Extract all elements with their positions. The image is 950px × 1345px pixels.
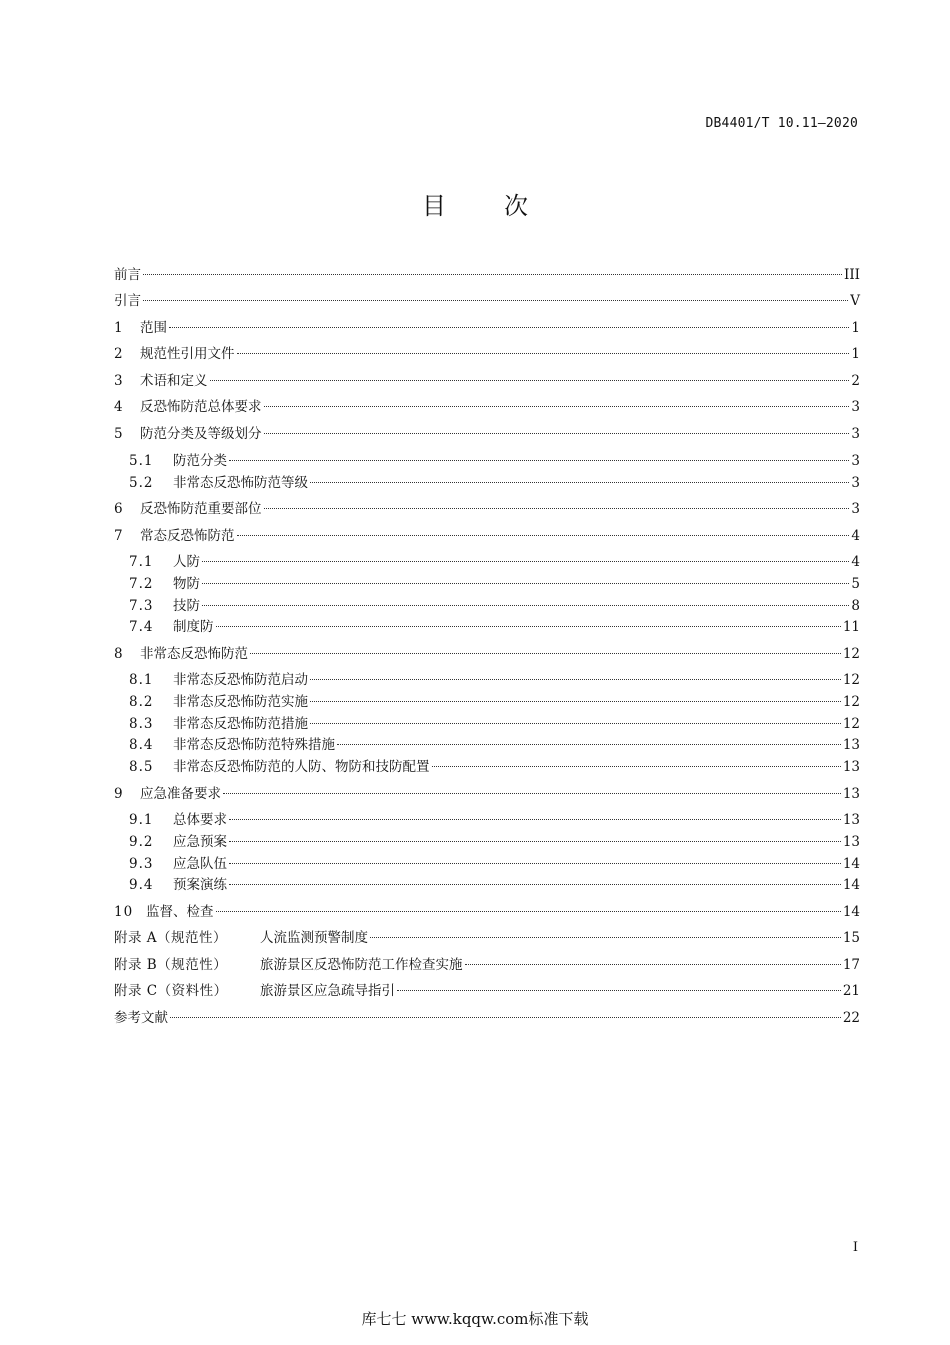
toc-entry[interactable]	[129, 874, 860, 896]
toc-dot-leader	[143, 300, 848, 301]
toc-entry-label: 非常态反恐怖防范实施	[173, 694, 308, 710]
toc-entry-number: 8.4	[129, 737, 154, 753]
toc-entry[interactable]	[114, 317, 860, 339]
toc-entry-page: 3	[851, 426, 860, 442]
document-code: DB4401/T 10.11—2020	[705, 116, 858, 131]
toc-entry-number: 5	[114, 426, 124, 442]
toc-entry-page: 12	[842, 716, 860, 732]
toc-entry[interactable]	[114, 290, 860, 312]
toc-entry-page: 13	[842, 812, 860, 828]
toc-entry-number: 8.2	[129, 694, 154, 710]
toc-entry-number: 5.2	[129, 475, 154, 491]
toc-entry-number: 9.3	[129, 856, 154, 872]
toc-entry-number: 9.1	[129, 812, 154, 828]
toc-entry[interactable]	[114, 783, 860, 805]
toc-entry-label: 规范性引用文件	[140, 346, 235, 362]
toc-entry[interactable]	[129, 450, 860, 472]
toc-dot-leader	[432, 766, 841, 767]
toc-entry-page: 13	[842, 834, 860, 850]
toc-entry-page: V	[850, 293, 860, 309]
toc-entry-number: 4	[114, 399, 124, 415]
toc-entry-label: 反恐怖防范总体要求	[140, 399, 262, 415]
toc-entry-label: 非常态反恐怖防范	[140, 646, 248, 662]
toc-entry[interactable]	[129, 713, 860, 735]
toc-entry-label: 引言	[114, 293, 141, 309]
toc-entry-page: 2	[851, 373, 860, 389]
toc-entry-label: 旅游景区应急疏导指引	[260, 983, 395, 999]
toc-dot-leader	[264, 406, 850, 407]
toc-entry[interactable]	[114, 396, 860, 418]
toc-dot-leader	[229, 460, 849, 461]
toc-entry-number: 7.1	[129, 554, 154, 570]
toc-entry-page: 11	[842, 619, 860, 635]
toc-dot-leader	[310, 482, 849, 483]
toc-entry[interactable]	[129, 831, 860, 853]
toc-entry-label: 物防	[173, 576, 200, 592]
toc-entry[interactable]	[129, 809, 860, 831]
toc-entry-label: 常态反恐怖防范	[140, 528, 235, 544]
toc-entry-number: 2	[114, 346, 124, 362]
toc-dot-leader	[229, 841, 841, 842]
toc-entry-page: 3	[851, 501, 860, 517]
toc-entry[interactable]	[129, 691, 860, 713]
toc-entry[interactable]	[129, 669, 860, 691]
toc-entry-label: 非常态反恐怖防范特殊措施	[173, 737, 335, 753]
toc-dot-leader	[237, 535, 850, 536]
toc-entry-number: 8.3	[129, 716, 154, 732]
toc-entry[interactable]	[129, 551, 860, 573]
toc-entry-page: 14	[842, 856, 860, 872]
toc-entry-label: 技防	[173, 598, 200, 614]
toc-entry-page: 8	[851, 598, 860, 614]
toc-entry-page: 17	[842, 957, 860, 973]
toc-entry-number: 附录 B（规范性）	[114, 957, 228, 973]
toc-dot-leader	[216, 626, 841, 627]
toc-entry-label: 总体要求	[173, 812, 227, 828]
toc-dot-leader	[264, 433, 850, 434]
toc-entry-label: 非常态反恐怖防范等级	[173, 475, 308, 491]
toc-entry-label: 非常态反恐怖防范的人防、物防和技防配置	[173, 759, 430, 775]
toc-dot-leader	[465, 964, 841, 965]
toc-entry[interactable]	[114, 954, 860, 976]
toc-entry-label: 范围	[140, 320, 167, 336]
toc-entry-page: 15	[842, 930, 860, 946]
toc-entry-number: 7.4	[129, 619, 154, 635]
toc-entry-number: 8	[114, 646, 124, 662]
toc-dot-leader	[170, 1017, 841, 1018]
toc-entry[interactable]	[129, 616, 860, 638]
toc-entry-number: 10	[114, 904, 134, 920]
toc-entry-label: 应急预案	[173, 834, 227, 850]
toc-entry-label: 防范分类及等级划分	[140, 426, 262, 442]
toc-entry-label: 人防	[173, 554, 200, 570]
toc-entry-label: 监督、检查	[146, 904, 214, 920]
toc-entry-number: 8.1	[129, 672, 154, 688]
toc-entry-label: 应急队伍	[173, 856, 227, 872]
toc-dot-leader	[216, 911, 841, 912]
toc-entry-label: 制度防	[173, 619, 214, 635]
toc-entry-page: III	[844, 267, 860, 283]
toc-entry-page: 22	[842, 1010, 860, 1026]
toc-entry[interactable]	[129, 472, 860, 494]
page-title: 目次	[422, 192, 586, 220]
toc-entry-label: 前言	[114, 267, 141, 283]
toc-entry-label: 应急准备要求	[140, 786, 221, 802]
toc-dot-leader	[229, 863, 841, 864]
toc-dot-leader	[202, 605, 849, 606]
toc-entry-number: 5.1	[129, 453, 154, 469]
toc-entry-page: 14	[842, 904, 860, 920]
toc-entry-page: 12	[842, 694, 860, 710]
toc-dot-leader	[264, 508, 850, 509]
toc-entry[interactable]	[114, 370, 860, 392]
toc-entry-page: 4	[851, 528, 860, 544]
toc-entry-number: 7.3	[129, 598, 154, 614]
toc-entry-page: 3	[851, 453, 860, 469]
toc-entry-label: 非常态反恐怖防范启动	[173, 672, 308, 688]
toc-entry-label: 防范分类	[173, 453, 227, 469]
toc-entry-label: 参考文献	[114, 1010, 168, 1026]
toc-dot-leader	[310, 679, 841, 680]
toc-dot-leader	[310, 723, 841, 724]
toc-entry-label: 术语和定义	[140, 373, 208, 389]
toc-dot-leader	[202, 583, 849, 584]
toc-dot-leader	[237, 353, 850, 354]
toc-dot-leader	[250, 653, 841, 654]
toc-entry-page: 12	[842, 646, 860, 662]
toc-entry-number: 附录 A（规范性）	[114, 930, 228, 946]
toc-entry-number: 6	[114, 501, 124, 517]
toc-entry[interactable]	[114, 980, 860, 1002]
toc-entry-label: 反恐怖防范重要部位	[140, 501, 262, 517]
toc-entry-page: 5	[851, 576, 860, 592]
toc-entry-page: 4	[851, 554, 860, 570]
toc-entry-page: 1	[851, 320, 860, 336]
toc-entry-page: 13	[842, 786, 860, 802]
toc-entry[interactable]	[129, 573, 860, 595]
toc-entry-label: 非常态反恐怖防范措施	[173, 716, 308, 732]
toc-entry-page: 21	[842, 983, 860, 999]
toc-entry[interactable]	[129, 756, 860, 778]
toc-entry-page: 13	[842, 759, 860, 775]
footer-watermark-text: 库七七 www.kqqw.com标准下载	[361, 1310, 589, 1328]
toc-entry[interactable]	[114, 423, 860, 445]
toc-entry-number: 9.4	[129, 877, 154, 893]
toc-entry[interactable]	[114, 643, 860, 665]
toc-entry-label: 旅游景区反恐怖防范工作检查实施	[260, 957, 463, 973]
toc-entry-number: 7	[114, 528, 124, 544]
toc-dot-leader	[370, 937, 841, 938]
toc-entry-number: 7.2	[129, 576, 154, 592]
toc-dot-leader	[143, 274, 842, 275]
toc-entry-page: 1	[851, 346, 860, 362]
toc-entry[interactable]	[129, 853, 860, 875]
toc-entry[interactable]	[114, 343, 860, 365]
toc-dot-leader	[397, 990, 841, 991]
toc-entry-number: 1	[114, 320, 124, 336]
toc-entry-number: 9	[114, 786, 124, 802]
toc-entry-page: 3	[851, 475, 860, 491]
toc-dot-leader	[202, 561, 849, 562]
toc-entry[interactable]	[129, 595, 860, 617]
toc-dot-leader	[169, 327, 849, 328]
toc-entry[interactable]	[114, 901, 860, 923]
toc-entry-number: 附录 C（资料性）	[114, 983, 228, 999]
page-number: I	[852, 1240, 858, 1255]
toc-entry[interactable]	[114, 1007, 860, 1029]
toc-entry-number: 3	[114, 373, 124, 389]
toc-entry-page: 14	[842, 877, 860, 893]
toc-entry[interactable]	[114, 525, 860, 547]
toc-dot-leader	[229, 819, 841, 820]
toc-entry[interactable]	[114, 927, 860, 949]
toc-entry-label: 预案演练	[173, 877, 227, 893]
toc-entry[interactable]	[129, 734, 860, 756]
toc-dot-leader	[223, 793, 841, 794]
toc-entry-number: 8.5	[129, 759, 154, 775]
toc-entry-label: 人流监测预警制度	[260, 930, 368, 946]
toc-dot-leader	[337, 744, 841, 745]
toc-dot-leader	[210, 380, 850, 381]
toc-entry[interactable]	[114, 498, 860, 520]
toc-entry-page: 12	[842, 672, 860, 688]
toc-entry-number: 9.2	[129, 834, 154, 850]
toc-entry-page: 13	[842, 737, 860, 753]
toc-dot-leader	[310, 701, 841, 702]
toc-entry[interactable]	[114, 264, 860, 286]
toc-dot-leader	[229, 884, 841, 885]
toc-entry-page: 3	[851, 399, 860, 415]
